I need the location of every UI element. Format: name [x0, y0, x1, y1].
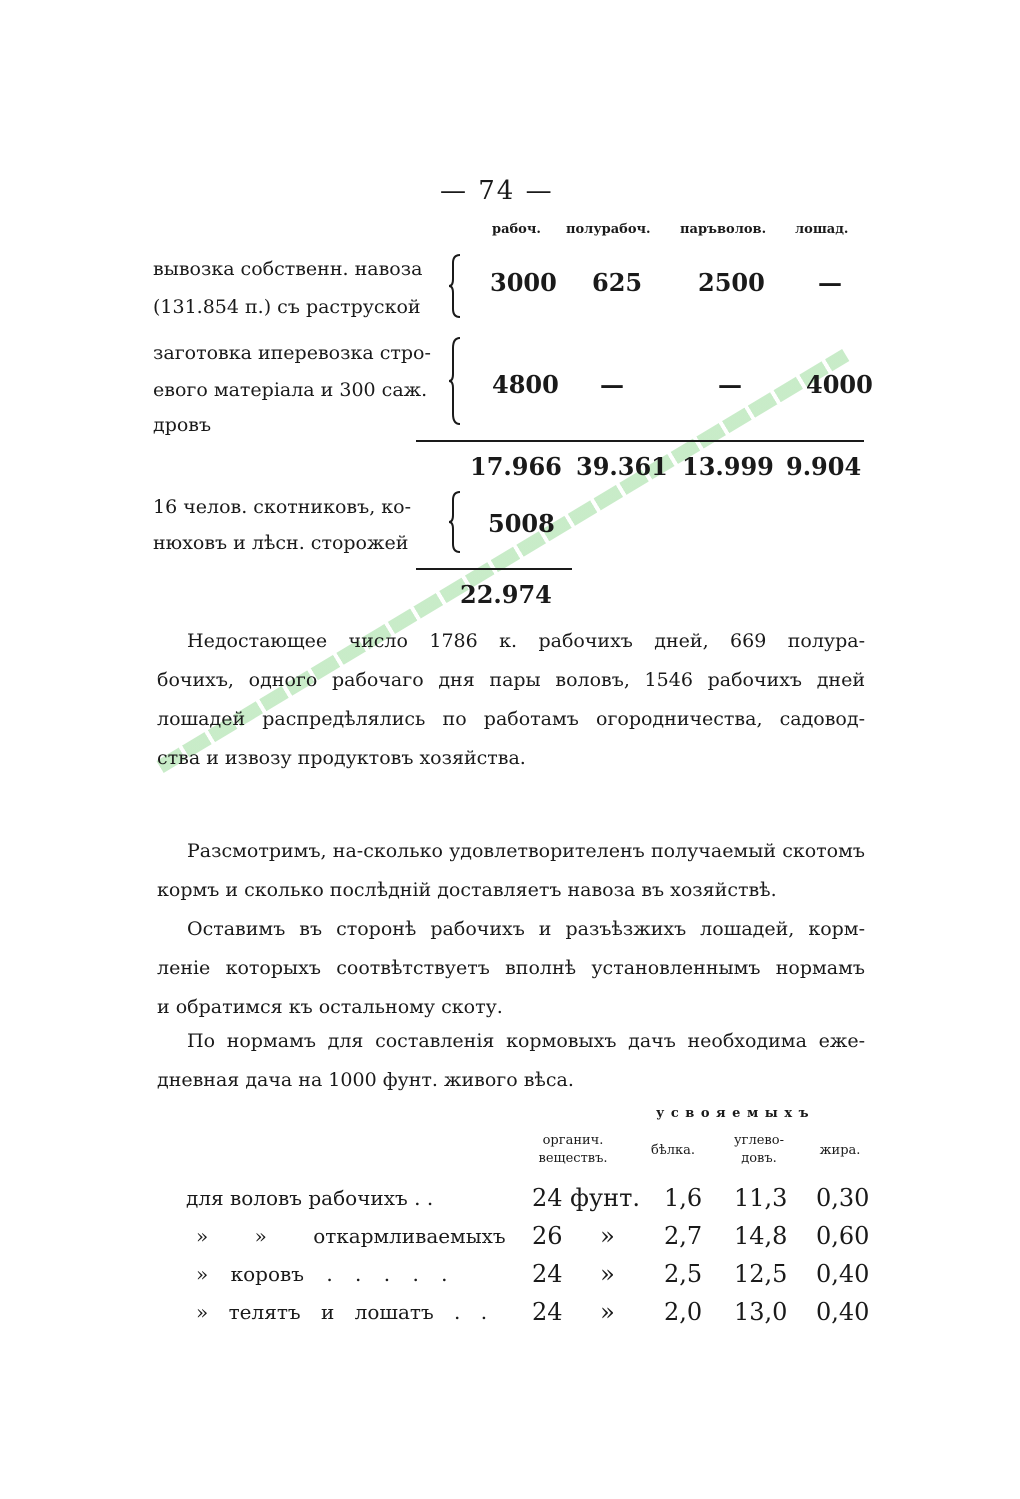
- row1-workers: 3000: [490, 268, 557, 297]
- paragraph-3: [157, 910, 865, 1027]
- row2-label-line1: заготовка иперевозка стро-: [153, 342, 431, 364]
- page-number: — 74 —: [440, 176, 554, 206]
- norm-header-protein: [640, 1142, 706, 1160]
- norm-header-organic-line1: органич.: [542, 1133, 604, 1148]
- total-half-workers: 39.361: [576, 452, 668, 481]
- totals-rule: [416, 440, 864, 442]
- row1-label-line2: (131.854 п.) съ раструской: [153, 296, 421, 318]
- grand-total: 22.974: [460, 580, 552, 609]
- paragraph-4-line: дневная дача на 1000 фунт. живого вѣса.: [157, 1069, 574, 1091]
- header-horses: лошад.: [795, 222, 849, 237]
- norm-row-4-carbs: 13,0: [734, 1298, 788, 1326]
- norm-row-2-protein: 2,7: [664, 1222, 703, 1250]
- row1-horses: —: [818, 268, 842, 297]
- norm-row-2-organic: 26 »: [532, 1222, 615, 1250]
- paragraph-3-line: леніе которыхъ соотвѣтствуетъ вполнѣ установленнымъ нормамъ: [157, 957, 865, 979]
- row1-ox-pairs: 2500: [698, 268, 765, 297]
- norm-row-3-protein: 2,5: [664, 1260, 703, 1288]
- extra-row-value: 5008: [488, 509, 555, 538]
- norm-row-3-label: » коровъ . . . . .: [196, 1262, 448, 1286]
- total-horses: 9.904: [786, 452, 862, 481]
- paragraph-2: [157, 832, 865, 910]
- norm-group-header: у с в о я е м ы х ъ: [656, 1106, 810, 1121]
- norm-header-fat: [810, 1142, 870, 1160]
- norm-header-organic: [528, 1132, 618, 1168]
- header-workers: рабоч.: [492, 222, 541, 237]
- norm-header-carbs-line2: довъ.: [741, 1151, 777, 1166]
- norm-row-2-fat: 0,60: [816, 1222, 870, 1250]
- total-ox-pairs: 13.999: [682, 452, 774, 481]
- norm-row-3-carbs: 12,5: [734, 1260, 788, 1288]
- norm-header-fat-line1: жира.: [819, 1143, 861, 1158]
- paragraph-1-line: лошадей распредѣлялись по работамъ огородничества, садовод-: [157, 708, 865, 730]
- norm-row-4-protein: 2,0: [664, 1298, 703, 1326]
- paragraph-2-line: Разсмотримъ, на-сколько удовлетворителенъ получаемый скотомъ: [187, 840, 865, 862]
- paragraph-1-line: ства и извозу продуктовъ хозяйства.: [157, 747, 526, 769]
- norm-row-2-label: » » откармливаемыхъ: [196, 1224, 506, 1248]
- norm-row-1-organic: 24 фунт.: [532, 1184, 640, 1212]
- row2-brace: [448, 336, 462, 426]
- norm-row-1-label: для воловъ рабочихъ . .: [186, 1186, 434, 1210]
- total-workers: 17.966: [470, 452, 562, 481]
- paragraph-1-line: бочихъ, одного рабочаго дня пары воловъ, 1546 рабочихъ дней: [157, 669, 865, 691]
- norm-header-carbs: [722, 1132, 796, 1168]
- extra-row-label-line2: нюховъ и лѣсн. сторожей: [153, 532, 409, 554]
- row1-label-line1: вывозка собственн. навоза: [153, 258, 423, 280]
- paragraph-1: [157, 622, 865, 778]
- header-half-workers: полурабоч.: [566, 222, 651, 237]
- norm-row-1-protein: 1,6: [664, 1184, 703, 1212]
- paragraph-3-line: и обратимся къ остальному скоту.: [157, 996, 503, 1018]
- header-ox-pairs: паръволов.: [680, 222, 767, 237]
- norm-row-2-carbs: 14,8: [734, 1222, 788, 1250]
- row2-label-line3: дровъ: [153, 414, 212, 436]
- norm-row-4-organic: 24 »: [532, 1298, 615, 1326]
- row2-label-line2: евого матеріала и 300 саж.: [153, 379, 428, 401]
- paragraph-2-line: кормъ и сколько послѣдній доставляетъ навоза въ хозяйствѣ.: [157, 879, 777, 901]
- norm-row-1-fat: 0,30: [816, 1184, 870, 1212]
- extra-row-brace: [448, 490, 462, 554]
- norm-header-carbs-line1: углево-: [734, 1133, 784, 1148]
- norm-row-4-label: » телятъ и лошатъ . .: [196, 1300, 488, 1324]
- grand-total-rule: [416, 568, 572, 570]
- norm-header-organic-line2: веществъ.: [538, 1151, 608, 1166]
- paragraph-4: [157, 1022, 865, 1100]
- paragraph-3-line: Оставимъ въ сторонѣ рабочихъ и разъѣзжихъ лошадей, корм-: [187, 918, 865, 940]
- norm-row-1-carbs: 11,3: [734, 1184, 788, 1212]
- norm-row-3-organic: 24 »: [532, 1260, 615, 1288]
- norm-header-protein-line1: бѣлка.: [651, 1143, 695, 1158]
- row1-half-workers: 625: [592, 268, 643, 297]
- row1-brace: [448, 253, 462, 319]
- paragraph-4-line: По нормамъ для составленія кормовыхъ дачъ необходима еже-: [187, 1030, 865, 1052]
- row2-ox-pairs: —: [718, 370, 742, 399]
- norm-row-4-fat: 0,40: [816, 1298, 870, 1326]
- row2-half-workers: —: [600, 370, 624, 399]
- row2-horses: 4000: [806, 370, 873, 399]
- paragraph-1-line: Недостающее число 1786 к. рабочихъ дней, 669 полура-: [187, 630, 865, 652]
- extra-row-label-line1: 16 челов. скотниковъ, ко-: [153, 496, 412, 518]
- row2-workers: 4800: [492, 370, 559, 399]
- norm-row-3-fat: 0,40: [816, 1260, 870, 1288]
